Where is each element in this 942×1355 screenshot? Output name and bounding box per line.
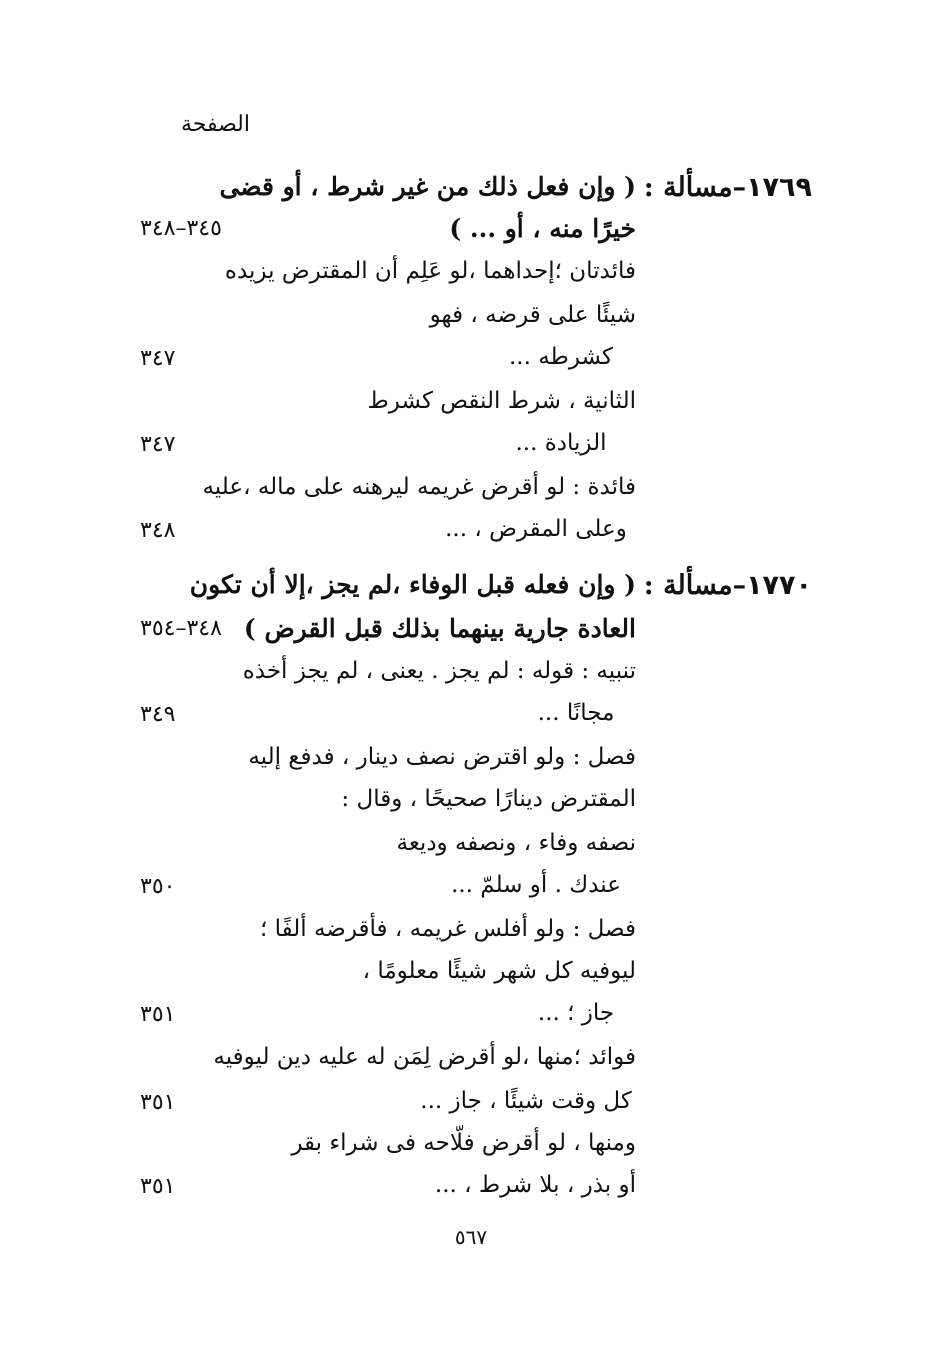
- page-range: ٣٤٥–٣٤٨: [140, 216, 222, 241]
- note-line: أو بذر ، بلا شرط ، ...: [434, 1172, 636, 1198]
- note-line: كل وقت شيئًا ، جاز ...: [420, 1088, 632, 1114]
- note-line: كشرطه ...: [508, 344, 614, 370]
- note-line: ومنها ، لو أقرض فلّاحه فى شراء بقر: [291, 1130, 636, 1156]
- page-column-header: الصفحة: [180, 112, 250, 137]
- entry-label-text: –مسألة :: [643, 570, 747, 601]
- page-number: ٣٤٧: [140, 432, 176, 457]
- entry-number: ١٧٧٠: [746, 570, 812, 601]
- note-line: فصل : ولو أفلس غريمه ، فأقرضه ألفًا ؛: [260, 916, 636, 942]
- question-line: ( وإن فعله قبل الوفاء ،لم يجز ،إلا أن تكون: [189, 570, 636, 599]
- note-line: شيئًا على قرضه ، فهو: [429, 302, 636, 328]
- page-number: ٣٥١: [140, 1002, 176, 1027]
- note-line: فائدة : لو أقرض غريمه ليرهنه على ماله ،عليه: [202, 474, 636, 500]
- entry-label: [644, 570, 812, 601]
- page-number: ٣٤٩: [140, 702, 176, 727]
- note-line: الثانية ، شرط النقص كشرط: [367, 388, 636, 414]
- note-line: فائدتان ؛إحداهما ،لو عَلِم أن المقترض يزيده: [224, 258, 636, 284]
- note-line: نصفه وفاء ، ونصفه وديعة: [396, 830, 636, 856]
- page-number: ٣٤٧: [140, 346, 176, 371]
- entry-label-text: –مسألة :: [643, 172, 747, 203]
- page-range: ٣٤٨–٣٥٤: [140, 616, 222, 641]
- entry-label: [644, 172, 812, 203]
- question-line: العادة جارية بينهما بذلك قبل القرض ): [243, 614, 636, 643]
- entry-number: ١٧٦٩: [746, 172, 812, 203]
- page-footer-number: ٥٦٧: [454, 1225, 488, 1249]
- question-line: خيرًا منه ، أو ... ): [449, 214, 636, 243]
- note-line: الزيادة ...: [515, 430, 607, 456]
- note-line: مجانًا ...: [537, 700, 615, 726]
- note-line: وعلى المقرض ، ...: [445, 516, 627, 542]
- note-line: جاز ؛ ...: [537, 1000, 615, 1026]
- page-number: ٣٥١: [140, 1174, 176, 1199]
- page-number: ٣٥١: [140, 1090, 176, 1115]
- page-number: ٣٥٠: [140, 874, 176, 899]
- question-line: ( وإن فعل ذلك من غير شرط ، أو قضى: [219, 172, 636, 201]
- note-line: ليوفيه كل شهر شيئًا معلومًا ،: [362, 958, 636, 984]
- page-number: ٣٤٨: [140, 518, 176, 543]
- note-line: عندك . أو سلمّ ...: [451, 872, 621, 898]
- note-line: فصل : ولو اقترض نصف دينار ، فدفع إليه: [248, 744, 636, 770]
- note-line: تنبيه : قوله : لم يجز . يعنى ، لم يجز أخذه: [242, 658, 636, 684]
- note-line: فوائد ؛منها ،لو أقرض لِمَن له عليه دين ليوفيه: [213, 1044, 636, 1070]
- note-line: المقترض دينارًا صحيحًا ، وقال :: [341, 786, 636, 812]
